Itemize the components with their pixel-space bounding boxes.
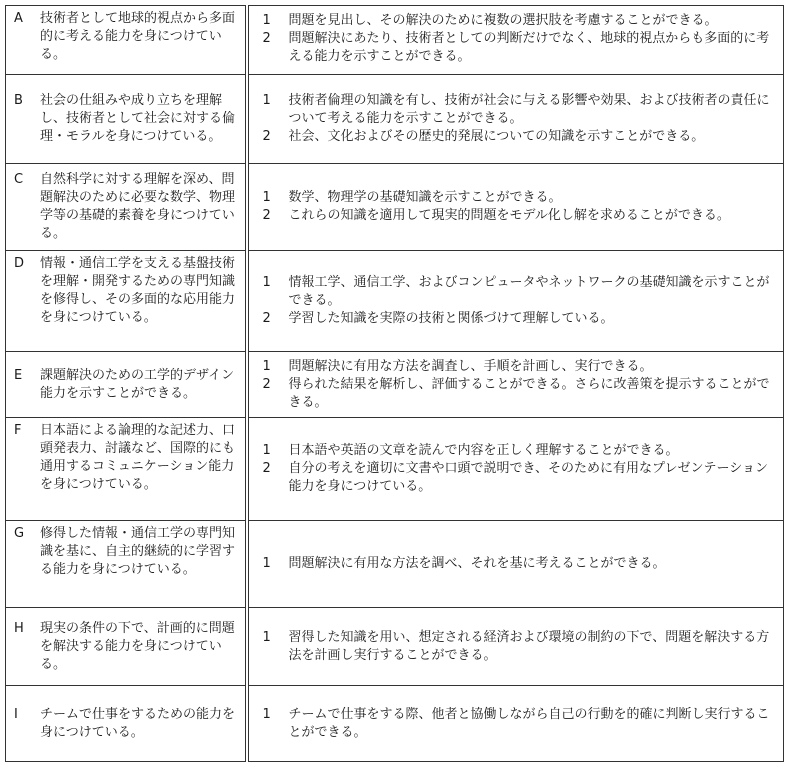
criteria-text: 問題解決にあたり、技術者としての判断だけでなく、地球的視点からも多面的に考える能力を示すことができる。: [288, 31, 770, 64]
criteria-number: 2: [262, 208, 271, 223]
objective-cell: [6, 6, 247, 75]
criteria-number: 1: [262, 706, 271, 722]
criteria-cell: [247, 686, 784, 762]
criteria-list: [249, 551, 784, 577]
criteria-list: [249, 270, 784, 332]
criteria-list: [249, 354, 784, 416]
objective-cell: [6, 352, 247, 418]
criteria-cell: [247, 521, 784, 608]
objective-cell: [6, 75, 247, 164]
objective-code: H: [14, 620, 24, 636]
criteria-text: 自分の考えを適切に文書や口頭で説明でき、そのために有用なプレゼンテーション能力を身につけている。: [288, 461, 768, 494]
criteria-text: 情報工学、通信工学、およびコンピュータやネットワークの基礎知識を示すことができる。: [288, 275, 770, 308]
criteria-item: [263, 12, 774, 30]
criteria-number: 1: [262, 358, 271, 374]
criteria-number: 1: [262, 443, 271, 458]
criteria-number: 1: [262, 629, 271, 645]
learning-outcomes-table: [5, 5, 784, 762]
criteria-item: [263, 358, 774, 376]
objective-text: 課題解決のための工学的デザイン能力を示すことができる。: [40, 367, 235, 401]
criteria-number: 1: [262, 275, 271, 290]
outcome-row-h: [6, 608, 784, 686]
objective-text: 自然科学に対する理解を深め、問題解決のために必要な数学、物理学等の基礎的素養を身につけている。: [40, 172, 236, 241]
criteria-number: 2: [262, 376, 271, 392]
criteria-cell: [247, 6, 784, 75]
criteria-number: 1: [262, 13, 271, 28]
objective-cell: [6, 686, 247, 762]
criteria-number: 1: [262, 556, 271, 571]
objective-code: B: [14, 93, 23, 108]
criteria-item: [263, 706, 774, 742]
objective-text: 情報・通信工学を支える基盤技術を理解・開発するための専門知識を修得し、その多面的な応用能力を身につけている。: [40, 256, 236, 325]
criteria-item: [263, 460, 774, 496]
criteria-cell: [247, 251, 784, 352]
criteria-item: [263, 207, 774, 225]
outcome-row-e: [6, 352, 784, 418]
criteria-cell: [247, 352, 784, 418]
learning-outcomes-sheet: [5, 5, 783, 762]
criteria-item: [263, 310, 774, 328]
criteria-item: [263, 189, 774, 207]
outcome-row-c: [6, 164, 784, 251]
criteria-number: 2: [262, 31, 271, 46]
criteria-text: 技術者倫理の知識を有し、技術が社会に与える影響や効果、および技術者の責任について考える能力を示すことができる。: [288, 93, 770, 126]
criteria-number: 1: [262, 190, 271, 205]
objective-code: G: [14, 526, 25, 541]
criteria-text: 数学、物理学の基礎知識を示すことができる。: [288, 190, 562, 205]
objective-text: 現実の条件の下で、計画的に問題を解決する能力を身につけている。: [40, 620, 235, 672]
criteria-text: これらの知識を適用して現実的問題をモデル化し解を求めることができる。: [288, 208, 730, 223]
criteria-item: [263, 274, 774, 310]
criteria-list: [249, 6, 784, 70]
criteria-cell: [247, 418, 784, 521]
criteria-list: [249, 702, 784, 746]
criteria-list: [249, 88, 784, 150]
criteria-list: [249, 185, 784, 229]
criteria-cell: [247, 608, 784, 686]
objective-text: 技術者として地球的視点から多面的に考える能力を身につけている。: [40, 11, 236, 62]
criteria-list: [249, 625, 784, 669]
objective-code: A: [14, 11, 23, 26]
objective-text: 修得した情報・通信工学の専門知識を基に、自主的継続的に学習する能力を身につけている。: [40, 526, 236, 577]
criteria-cell: [247, 75, 784, 164]
outcome-row-i: [6, 686, 784, 762]
outcome-row-b: [6, 75, 784, 164]
criteria-number: 2: [262, 461, 271, 476]
criteria-item: [263, 376, 774, 412]
outcome-row-a: [6, 6, 784, 75]
criteria-item: [263, 555, 774, 573]
outcome-row-f: [6, 418, 784, 521]
criteria-list: [249, 438, 784, 500]
objective-code: E: [14, 367, 23, 383]
objective-cell: [6, 164, 247, 251]
criteria-text: 社会、文化およびその歴史的発展についての知識を示すことができる。: [288, 129, 705, 144]
objective-text: 社会の仕組みや成り立ちを理解し、技術者として社会に対する倫理・モラルを身につけている。: [40, 93, 236, 144]
criteria-text: 習得した知識を用い、想定される経済および環境の制約の下で、問題を解決する方法を計画し実行することができる。: [288, 629, 770, 663]
outcome-row-d: [6, 251, 784, 352]
outcome-row-g: [6, 521, 784, 608]
criteria-text: 日本語や英語の文章を読んで内容を正しく理解することができる。: [288, 443, 679, 458]
criteria-item: [263, 442, 774, 460]
criteria-number: 1: [262, 93, 271, 108]
objective-code: I: [14, 706, 18, 722]
criteria-item: [263, 30, 774, 66]
criteria-item: [263, 128, 774, 146]
criteria-number: 2: [262, 129, 271, 144]
criteria-text: 学習した知識を実際の技術と関係づけて理解している。: [288, 311, 614, 326]
objective-text: チームで仕事をするための能力を身につけている。: [40, 706, 236, 740]
criteria-cell: [247, 164, 784, 251]
criteria-text: 得られた結果を解析し、評価することができる。さらに改善策を提示することができる。: [288, 376, 770, 410]
criteria-text: チームで仕事をする際、他者と協働しながら自己の行動を的確に判断し実行することができる。: [288, 706, 770, 740]
objective-text: 日本語による論理的な記述力、口頭発表力、討議など、国際的にも通用するコミュニケーション能力を身につけている。: [40, 423, 236, 492]
criteria-text: 問題解決に有用な方法を調査し、手順を計画し、実行できる。: [288, 358, 653, 374]
objective-cell: [6, 521, 247, 608]
criteria-item: [263, 629, 774, 665]
objective-cell: [6, 251, 247, 352]
objective-code: C: [14, 172, 24, 187]
objective-code: F: [14, 423, 22, 438]
table-body: [6, 6, 784, 762]
objective-code: D: [14, 256, 25, 271]
criteria-text: 問題解決に有用な方法を調べ、それを基に考えることができる。: [288, 556, 666, 571]
criteria-number: 2: [262, 311, 271, 326]
objective-cell: [6, 418, 247, 521]
criteria-item: [263, 92, 774, 128]
criteria-text: 問題を見出し、その解決のために複数の選択肢を考慮することができる。: [288, 13, 718, 28]
objective-cell: [6, 608, 247, 686]
